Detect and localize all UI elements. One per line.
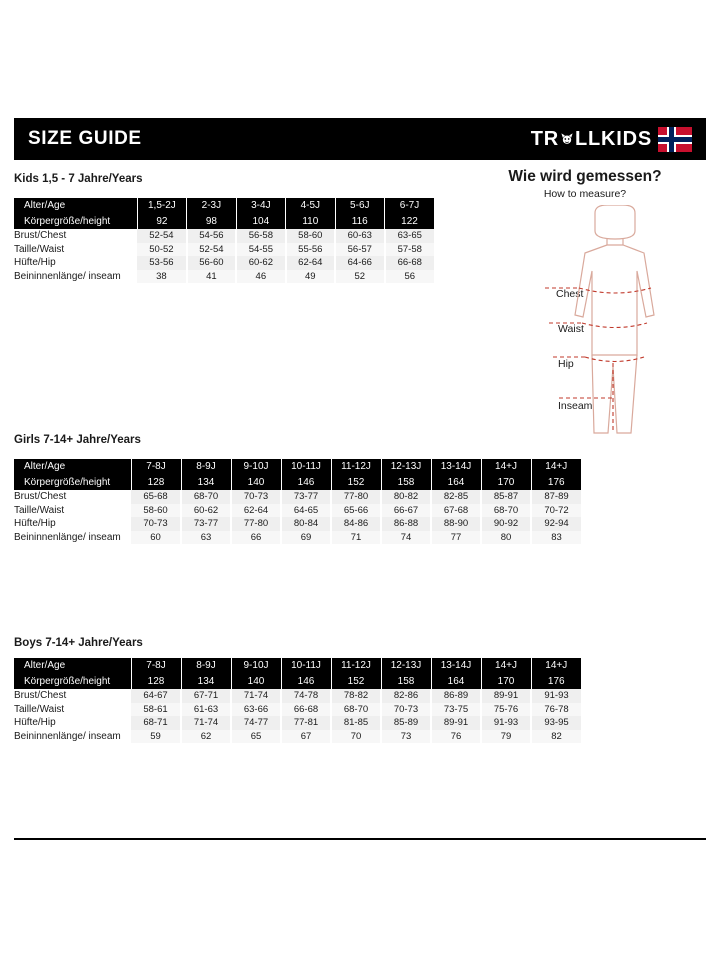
table-boys-body xyxy=(14,689,581,743)
table-cell: 52 xyxy=(335,270,384,284)
measure-label-waist: Waist xyxy=(558,323,584,335)
table-cell: 68-71 xyxy=(131,716,181,730)
table-cell: 66-68 xyxy=(281,703,331,717)
column-header: 10-11J 146 xyxy=(281,658,331,689)
table-cell: 84-86 xyxy=(331,517,381,531)
brand-suffix: LLKIDS xyxy=(574,127,652,150)
table-cell: 62 xyxy=(181,730,231,744)
table-cell: 66-68 xyxy=(385,256,434,270)
row-label: Hüfte/Hip xyxy=(14,517,131,531)
table-cell: 59 xyxy=(131,730,181,744)
table-cell: 63 xyxy=(181,531,231,545)
table-cell: 41 xyxy=(187,270,236,284)
table-cell: 54-55 xyxy=(236,243,285,257)
column-header: 12-13J 158 xyxy=(381,658,431,689)
table-girls xyxy=(14,459,581,544)
table-cell: 86-89 xyxy=(431,689,481,703)
table-cell: 69 xyxy=(281,531,331,545)
header-age-label: Alter/Age xyxy=(24,660,66,671)
table-cell: 77 xyxy=(431,531,481,545)
measure-title: Wie wird gemessen? xyxy=(508,168,662,185)
table-cell: 70-72 xyxy=(531,504,581,518)
table-cell: 65 xyxy=(231,730,281,744)
row-label: Brust/Chest xyxy=(14,229,137,243)
row-label: Hüfte/Hip xyxy=(14,256,137,270)
measure-label-inseam: Inseam xyxy=(558,400,593,412)
table-cell: 70-73 xyxy=(131,517,181,531)
table-cell: 71 xyxy=(331,531,381,545)
table-cell: 56-58 xyxy=(236,229,285,243)
header-label-cell xyxy=(14,658,131,689)
table-cell: 62-64 xyxy=(231,504,281,518)
table-cell: 56-57 xyxy=(335,243,384,257)
row-label: Hüfte/Hip xyxy=(14,716,131,730)
measure-subtitle: How to measure? xyxy=(543,188,627,200)
table-cell: 63-66 xyxy=(231,703,281,717)
column-header: 9-10J 140 xyxy=(231,658,281,689)
table-cell: 92-94 xyxy=(531,517,581,531)
table-cell: 74-77 xyxy=(231,716,281,730)
table-row xyxy=(14,689,581,703)
table-cell: 67 xyxy=(281,730,331,744)
table-cell: 56-60 xyxy=(187,256,236,270)
table-cell: 49 xyxy=(286,270,335,284)
table-header-row xyxy=(14,658,581,689)
column-header: 10-11J 146 xyxy=(281,459,331,490)
column-header: 14+J 170 xyxy=(481,459,531,490)
table-row xyxy=(14,504,581,518)
column-header: 3-4J 104 xyxy=(236,198,285,229)
column-header: 12-13J 158 xyxy=(381,459,431,490)
table-cell: 91-93 xyxy=(531,689,581,703)
row-label: Brust/Chest xyxy=(14,689,131,703)
row-label: Taille/Waist xyxy=(14,243,137,257)
table-cell: 70 xyxy=(331,730,381,744)
table-cell: 67-71 xyxy=(181,689,231,703)
table-cell: 68-70 xyxy=(181,490,231,504)
table-cell: 63-65 xyxy=(385,229,434,243)
table-cell: 80-84 xyxy=(281,517,331,531)
table-cell: 54-56 xyxy=(187,229,236,243)
table-row xyxy=(14,730,581,744)
table-cell: 80 xyxy=(481,531,531,545)
table-cell: 60-62 xyxy=(181,504,231,518)
table-cell: 73-75 xyxy=(431,703,481,717)
table-header-row xyxy=(14,459,581,490)
measure-label-chest: Chest xyxy=(556,288,584,300)
row-label: Taille/Waist xyxy=(14,504,131,518)
table-row xyxy=(14,229,434,243)
table-cell: 52-54 xyxy=(187,243,236,257)
column-header: 1,5-2J 92 xyxy=(137,198,186,229)
table-cell: 76 xyxy=(431,730,481,744)
table-cell: 93-95 xyxy=(531,716,581,730)
table-cell: 67-68 xyxy=(431,504,481,518)
table-cell: 88-90 xyxy=(431,517,481,531)
table-cell: 64-67 xyxy=(131,689,181,703)
brand-lockup xyxy=(531,127,692,152)
table-cell: 64-66 xyxy=(335,256,384,270)
troll-head-icon xyxy=(560,132,574,146)
table-cell: 38 xyxy=(137,270,186,284)
table-cell: 77-80 xyxy=(231,517,281,531)
table-cell: 71-74 xyxy=(181,716,231,730)
table-cell: 74-78 xyxy=(281,689,331,703)
column-header: 7-8J 128 xyxy=(131,658,181,689)
table-cell: 78-82 xyxy=(331,689,381,703)
row-label: Beininnenlänge/ inseam xyxy=(14,531,131,545)
header-age-label: Alter/Age xyxy=(24,200,66,211)
brand-prefix: TR xyxy=(530,127,559,150)
table-cell: 55-56 xyxy=(286,243,335,257)
table-cell: 90-92 xyxy=(481,517,531,531)
column-header: 8-9J 134 xyxy=(181,459,231,490)
table-cell: 83 xyxy=(531,531,581,545)
table-cell: 58-60 xyxy=(131,504,181,518)
footer-divider xyxy=(14,838,706,840)
table-cell: 66-67 xyxy=(381,504,431,518)
table-cell: 77-80 xyxy=(331,490,381,504)
table-kids xyxy=(14,198,434,283)
measure-label-hip: Hip xyxy=(558,358,574,370)
table-cell: 80-82 xyxy=(381,490,431,504)
row-label: Brust/Chest xyxy=(14,490,131,504)
table-cell: 71-74 xyxy=(231,689,281,703)
section-label-kids: Kids 1,5 - 7 Jahre/Years xyxy=(14,173,143,185)
table-cell: 58-60 xyxy=(286,229,335,243)
table-cell: 77-81 xyxy=(281,716,331,730)
section-label-girls: Girls 7-14+ Jahre/Years xyxy=(14,434,141,446)
table-cell: 66 xyxy=(231,531,281,545)
table-cell: 52-54 xyxy=(137,229,186,243)
table-cell: 73-77 xyxy=(281,490,331,504)
header-height-label: Körpergröße/height xyxy=(24,215,111,227)
table-cell: 89-91 xyxy=(431,716,481,730)
table-cell: 60 xyxy=(131,531,181,545)
table-cell: 76-78 xyxy=(531,703,581,717)
table-cell: 70-73 xyxy=(381,703,431,717)
column-header: 4-5J 110 xyxy=(286,198,335,229)
table-cell: 61-63 xyxy=(181,703,231,717)
table-cell: 81-85 xyxy=(331,716,381,730)
section-label-boys: Boys 7-14+ Jahre/Years xyxy=(14,637,143,649)
brand-name xyxy=(531,128,652,151)
table-cell: 91-93 xyxy=(481,716,531,730)
column-header: 2-3J 98 xyxy=(187,198,236,229)
table-cell: 73 xyxy=(381,730,431,744)
table-cell: 85-87 xyxy=(481,490,531,504)
column-header: 7-8J 128 xyxy=(131,459,181,490)
table-cell: 74 xyxy=(381,531,431,545)
table-girls-head xyxy=(14,459,581,490)
table-kids-body xyxy=(14,229,434,283)
table-cell: 86-88 xyxy=(381,517,431,531)
table-cell: 73-77 xyxy=(181,517,231,531)
table-row xyxy=(14,270,434,284)
table-cell: 53-56 xyxy=(137,256,186,270)
table-cell: 65-66 xyxy=(331,504,381,518)
header-height-label: Körpergröße/height xyxy=(24,476,111,488)
table-row xyxy=(14,517,581,531)
table-cell: 57-58 xyxy=(385,243,434,257)
table-cell: 87-89 xyxy=(531,490,581,504)
table-cell: 64-65 xyxy=(281,504,331,518)
column-header: 6-7J 122 xyxy=(385,198,434,229)
table-cell: 82-86 xyxy=(381,689,431,703)
page-title: SIZE GUIDE xyxy=(28,128,142,149)
header-label-cell xyxy=(14,198,137,229)
table-cell: 46 xyxy=(236,270,285,284)
table-row xyxy=(14,256,434,270)
column-header: 9-10J 140 xyxy=(231,459,281,490)
table-cell: 75-76 xyxy=(481,703,531,717)
table-cell: 56 xyxy=(385,270,434,284)
table-cell: 60-63 xyxy=(335,229,384,243)
table-cell: 68-70 xyxy=(331,703,381,717)
table-cell: 60-62 xyxy=(236,256,285,270)
table-cell: 58-61 xyxy=(131,703,181,717)
table-cell: 65-68 xyxy=(131,490,181,504)
table-cell: 70-73 xyxy=(231,490,281,504)
table-cell: 50-52 xyxy=(137,243,186,257)
table-row xyxy=(14,716,581,730)
row-label: Beininnenlänge/ inseam xyxy=(14,730,131,744)
column-header: 14+J 176 xyxy=(531,459,581,490)
table-cell: 79 xyxy=(481,730,531,744)
column-header: 14+J 170 xyxy=(481,658,531,689)
column-header: 13-14J 164 xyxy=(431,658,481,689)
table-row xyxy=(14,531,581,545)
table-cell: 68-70 xyxy=(481,504,531,518)
column-header: 14+J 176 xyxy=(531,658,581,689)
table-boys xyxy=(14,658,581,743)
column-header: 13-14J 164 xyxy=(431,459,481,490)
table-cell: 85-89 xyxy=(381,716,431,730)
norway-flag-icon xyxy=(658,127,692,152)
header-bar xyxy=(14,118,706,160)
table-row xyxy=(14,490,581,504)
header-label-cell xyxy=(14,459,131,490)
row-label: Beininnenlänge/ inseam xyxy=(14,270,137,284)
table-kids-head xyxy=(14,198,434,229)
header-height-label: Körpergröße/height xyxy=(24,675,111,687)
table-girls-body xyxy=(14,490,581,544)
table-cell: 62-64 xyxy=(286,256,335,270)
body-figure xyxy=(545,205,705,445)
table-cell: 89-91 xyxy=(481,689,531,703)
table-cell: 82-85 xyxy=(431,490,481,504)
table-row xyxy=(14,703,581,717)
row-label: Taille/Waist xyxy=(14,703,131,717)
column-header: 11-12J 152 xyxy=(331,658,381,689)
table-boys-head xyxy=(14,658,581,689)
table-header-row xyxy=(14,198,434,229)
table-cell: 82 xyxy=(531,730,581,744)
column-header: 11-12J 152 xyxy=(331,459,381,490)
table-row xyxy=(14,243,434,257)
column-header: 8-9J 134 xyxy=(181,658,231,689)
column-header: 5-6J 116 xyxy=(335,198,384,229)
header-age-label: Alter/Age xyxy=(24,461,66,472)
